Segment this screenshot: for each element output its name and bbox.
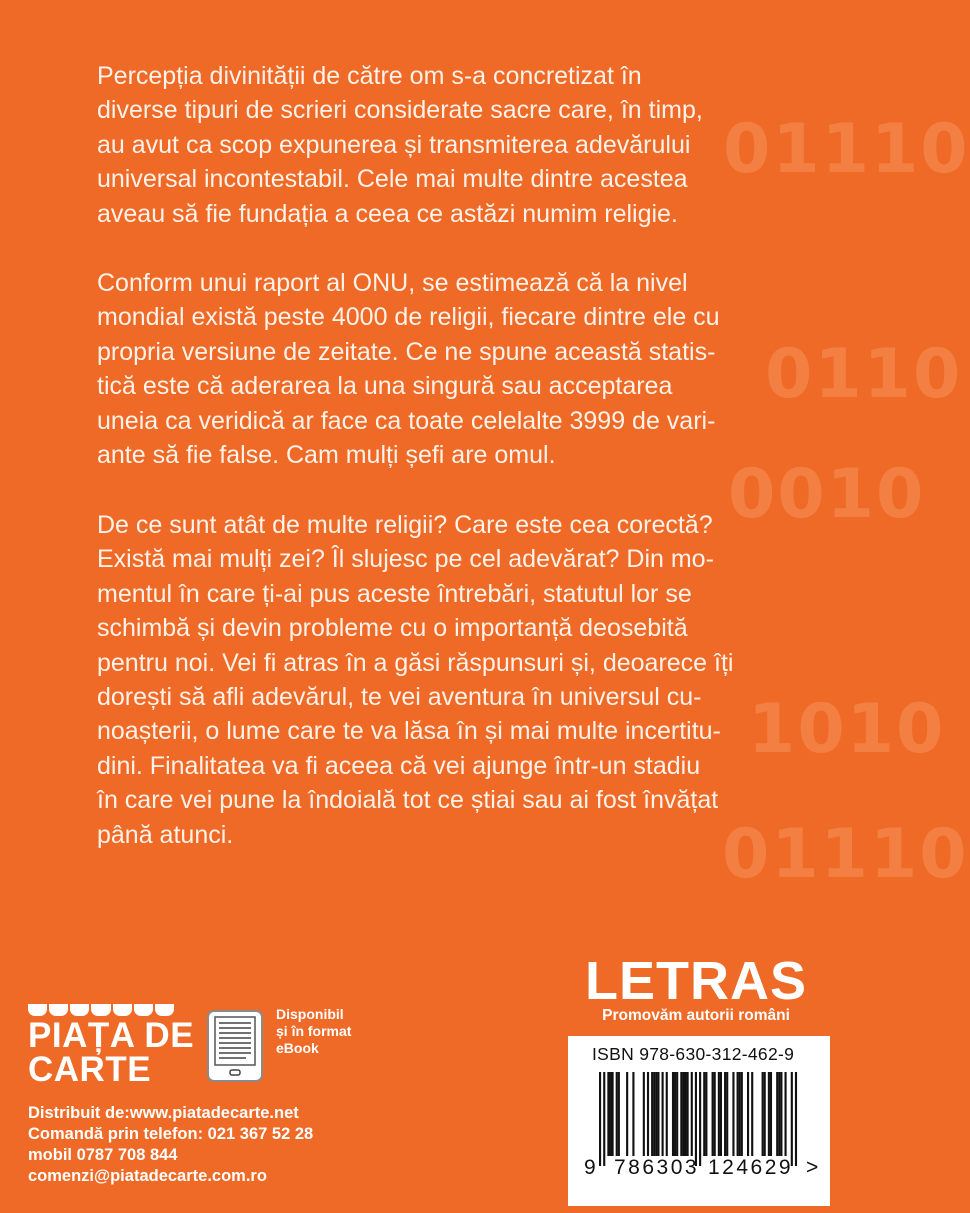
barcode-bar <box>712 1072 714 1156</box>
barcode-bar <box>653 1072 655 1156</box>
publisher-logo <box>28 1004 195 1090</box>
barcode-bar <box>751 1072 753 1156</box>
barcode-bar <box>739 1072 741 1156</box>
paragraph-line: mondial există peste 4000 de religii, fiecare dintre ele cu <box>97 303 720 332</box>
barcode-bar <box>599 1072 601 1166</box>
paragraph-line: Există mai mulți zei? Îl slujesc pe cel adevărat? Din mo- <box>97 545 714 574</box>
barcode-bar <box>618 1072 620 1156</box>
barcode-bar <box>714 1072 716 1156</box>
blurb-paragraph-1 <box>97 59 763 231</box>
watermark-binary-2: 0110 <box>765 335 963 414</box>
phone-order-line: Comandă prin telefon: 021 367 52 28 <box>28 1125 314 1143</box>
barcode-bar <box>680 1072 682 1156</box>
barcode-bar <box>780 1072 782 1156</box>
paragraph-line: dorești să afli adevărul, te vei aventura în universul cu- <box>97 683 702 712</box>
barcode-bar <box>607 1072 609 1156</box>
barcode-bar <box>784 1072 786 1156</box>
barcode-bar <box>776 1072 778 1156</box>
logo-text-line1: PIAȚA DE <box>28 1016 195 1055</box>
barcode-bar <box>657 1072 659 1156</box>
paragraph-line: schimbă și devin probleme cu o importanță deosebită <box>97 614 688 643</box>
barcode-bar <box>778 1072 780 1156</box>
ebook-line: eBook <box>276 1040 319 1056</box>
watermark-binary-1: 01110 <box>723 110 970 189</box>
paragraph-line: ante să fie false. Cam mulți șefi are omul. <box>97 441 556 470</box>
barcode-bar <box>647 1072 649 1156</box>
ebook-line: Disponibil <box>276 1006 344 1022</box>
barcode-bar <box>655 1072 657 1156</box>
barcode-bar <box>672 1072 674 1156</box>
paragraph-line: uneia ca veridică ar face ca toate celelalte 3999 de vari- <box>97 406 716 435</box>
watermark-binary-5: 01110 <box>722 815 969 894</box>
barcode-bar <box>720 1072 722 1156</box>
ereader-icon <box>206 1009 264 1083</box>
imprint-logo: LETRAS <box>585 951 807 1011</box>
barcode-bar <box>718 1072 720 1156</box>
ebook-availability <box>276 1006 351 1057</box>
barcode-bar <box>662 1072 664 1156</box>
paragraph-line: De ce sunt atât de multe religii? Care este cea corectă? <box>97 511 713 539</box>
paragraph-line: universal incontestabil. Cele mai multe dintre acestea <box>97 165 688 194</box>
barcode-bar <box>695 1072 697 1166</box>
awning-icon <box>28 1004 174 1016</box>
isbn-label: ISBN 978-630-312-462-9 <box>592 1044 795 1064</box>
barcode-bar <box>699 1072 701 1166</box>
barcode-bar <box>762 1072 764 1156</box>
barcode-bar <box>741 1072 743 1156</box>
barcode-bar <box>795 1072 797 1166</box>
barcode-bar <box>651 1072 653 1156</box>
barcode-bar <box>770 1072 772 1156</box>
paragraph-line: propria versiune de zeitate. Ce ne spune această statis- <box>97 337 716 366</box>
barcode-bar <box>768 1072 770 1156</box>
barcode-bar <box>643 1072 645 1156</box>
logo-text-line2: CARTE <box>28 1050 152 1089</box>
barcode-digit-first: 9 <box>584 1156 596 1179</box>
isbn-barcode <box>568 1036 830 1206</box>
barcode-bar <box>737 1072 739 1156</box>
barcode-bar <box>684 1072 686 1156</box>
paragraph-line: în care vei pune la îndoială tot ce știai sau ai fost învățat <box>97 786 719 815</box>
barcode-bar <box>609 1072 611 1156</box>
barcode-bar <box>682 1072 684 1156</box>
barcode-bar <box>791 1072 793 1166</box>
imprint-slogan: Promovăm autorii români <box>602 1007 790 1024</box>
paragraph-line: Conform unui raport al ONU, se estimează că la nivel <box>97 269 688 297</box>
paragraph-line: au avut ca scop expunerea și transmiterea adevărului <box>97 130 691 159</box>
barcode-bar <box>616 1072 618 1156</box>
distribution-info <box>28 1103 313 1187</box>
paragraph-line: diverse tipuri de scrieri considerate sacre care, în timp, <box>97 96 703 125</box>
blurb-paragraph-3 <box>97 508 763 852</box>
barcode-bar <box>666 1072 668 1156</box>
barcode-bar <box>603 1072 605 1166</box>
barcode-bar <box>764 1072 766 1156</box>
barcode-bar <box>626 1072 628 1156</box>
barcode-bar <box>705 1072 707 1156</box>
barcode-bar <box>632 1072 634 1156</box>
paragraph-line: pentru noi. Vei fi atras în a găsi răspunsuri și, deoarece îți <box>97 648 734 677</box>
paragraph-line: aveau să fie fundația a ceea ce astăzi numim religie. <box>97 199 678 228</box>
email-line: comenzi@piatadecarte.com.ro <box>28 1167 267 1185</box>
paragraph-line: Percepția divinității de către om s-a concretizat în <box>97 62 642 90</box>
watermark-binary-3: 0010 <box>728 455 926 534</box>
barcode-bar <box>703 1072 705 1156</box>
barcode-bar <box>726 1072 728 1156</box>
barcode-bar <box>732 1072 734 1156</box>
barcode-bars <box>599 1072 797 1166</box>
mobile-line: mobil 0787 708 844 <box>28 1146 178 1164</box>
paragraph-line: până atunci. <box>97 820 234 849</box>
barcode-digits-right: 124629 <box>708 1156 794 1179</box>
barcode-bar <box>724 1072 726 1156</box>
paragraph-line: tică este că aderarea la una singură sau acceptarea <box>97 372 673 401</box>
watermark-binary-4: 1010 <box>748 690 946 769</box>
barcode-digits-left: 786303 <box>614 1156 700 1179</box>
paragraph-line: noașterii, o lume care te va lăsa în și mai multe incertitu- <box>97 717 721 746</box>
barcode-bar <box>612 1072 614 1156</box>
barcode-quiet-mark: > <box>806 1156 819 1179</box>
barcode-digits <box>568 1156 830 1186</box>
barcode-bar <box>687 1072 689 1156</box>
paragraph-line: mentul în care ți-ai pus aceste întrebări, statutul lor se <box>97 579 692 608</box>
distributor-line: Distribuit de:www.piatadecarte.net <box>28 1104 299 1122</box>
barcode-bar <box>747 1072 749 1156</box>
barcode-bar <box>676 1072 678 1156</box>
barcode-bar <box>691 1072 693 1156</box>
blurb-paragraph-2 <box>97 266 763 472</box>
ebook-line: și în format <box>276 1023 352 1039</box>
barcode-bar <box>674 1072 676 1156</box>
paragraph-line: dini. Finalitatea va fi aceea că vei ajunge într-un stadiu <box>97 751 701 780</box>
